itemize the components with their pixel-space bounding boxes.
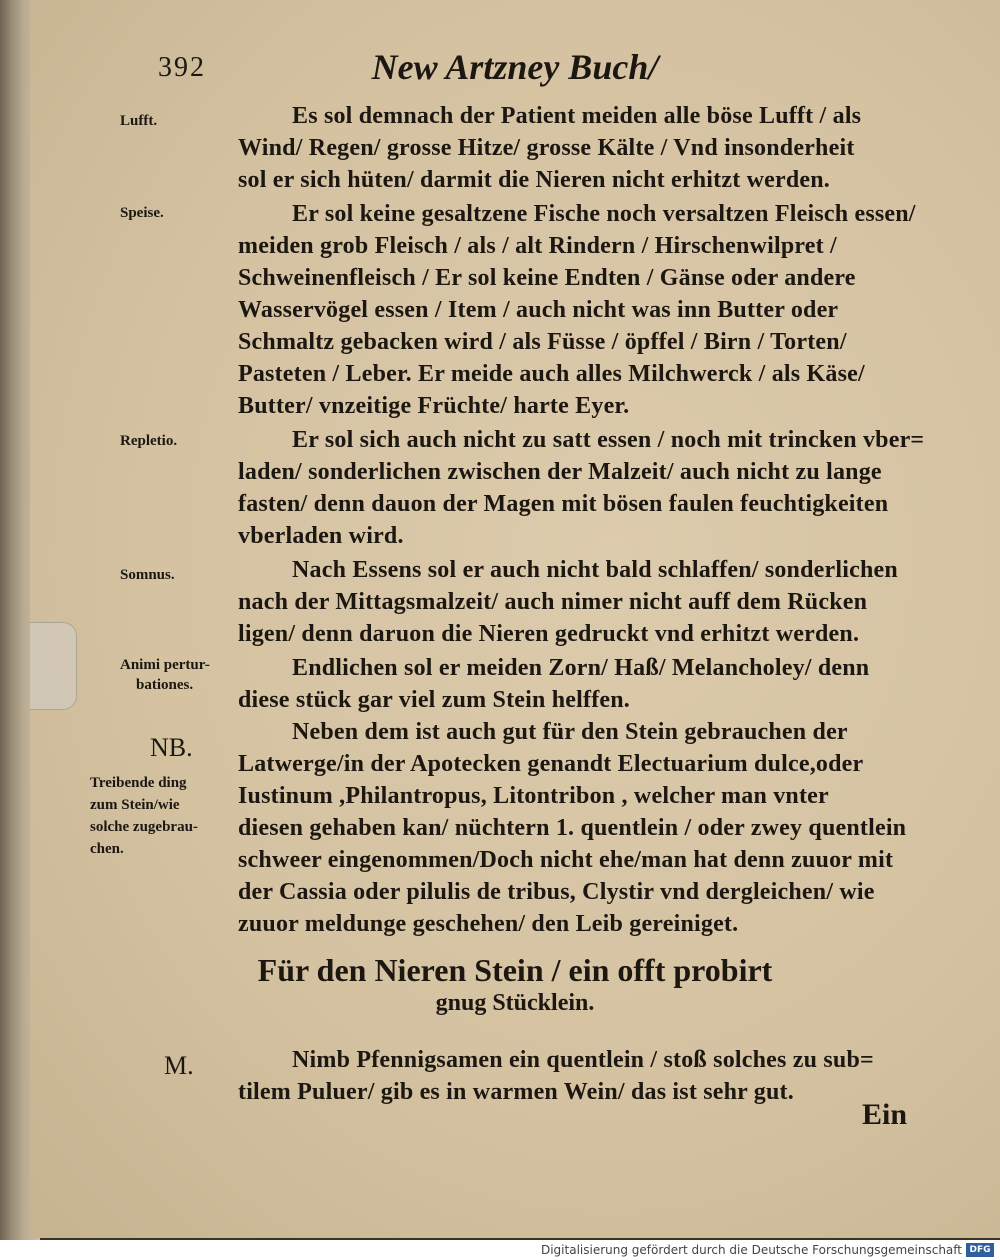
text-line: Wasservögel essen / Item / auch nicht was inn Butter oder xyxy=(238,297,839,323)
text-line: sol er sich hüten/ darmit die Nieren nicht erhitzt werden. xyxy=(238,167,830,193)
page-number: 392 xyxy=(158,52,206,83)
footer-credit: Digitalisierung gefördert durch die Deutsche Forschungsgemeinschaft xyxy=(540,1243,962,1257)
running-title: New Artzney Buch/ xyxy=(371,47,659,87)
footer-bar xyxy=(0,1240,1000,1260)
text-line: Schweinenfleisch / Er sol keine Endten / Gänse oder andere xyxy=(238,265,856,291)
catchword: Ein xyxy=(862,1098,908,1131)
text-line: Endlichen sol er meiden Zorn/ Haß/ Melancholey/ denn xyxy=(292,655,870,681)
text-line: Neben dem ist auch gut für den Stein gebrauchen der xyxy=(292,719,848,745)
margin-note-somnus: Somnus. xyxy=(120,567,175,583)
text-line: zuuor meldunge geschehen/ den Leib gereiniget. xyxy=(238,911,739,937)
recipe-line: Nimb Pfennigsamen ein quentlein / stoß solches zu sub= xyxy=(292,1047,874,1073)
bookmark-tab xyxy=(30,622,77,710)
text-line: laden/ sonderlichen zwischen der Malzeit/ auch nicht zu lange xyxy=(238,459,882,485)
text-line: meiden grob Fleisch / als / alt Rindern / Hirschenwilpret / xyxy=(238,233,837,259)
margin-note-treib-2: zum Stein/wie xyxy=(90,797,180,813)
section-subtitle: gnug Stücklein. xyxy=(435,990,595,1016)
margin-note-speise: Speise. xyxy=(120,205,164,221)
recipe-line: tilem Puluer/ gib es in warmen Wein/ das ist sehr gut. xyxy=(238,1079,794,1105)
margin-note-nb: NB. xyxy=(150,733,193,762)
section-title: Für den Nieren Stein / ein offt probirt xyxy=(257,952,773,988)
text-line: vberladen wird. xyxy=(238,523,404,549)
text-line: Schmaltz gebacken wird / als Füsse / öpffel / Birn / Torten/ xyxy=(238,329,847,355)
margin-note-repletio: Repletio. xyxy=(120,433,178,449)
margin-note-m: M. xyxy=(164,1051,194,1080)
margin-note-lufft: Lufft. xyxy=(120,113,158,129)
text-line: diese stück gar viel zum Stein helffen. xyxy=(238,687,630,713)
text-line: diesen gehaben kan/ nüchtern 1. quentlein / oder zwey quentlein xyxy=(238,815,907,841)
margin-note-animi-1: Animi pertur- xyxy=(120,657,210,673)
text-line: Iustinum ,Philantropus, Litontribon , welcher man vnter xyxy=(238,783,829,809)
text-line: fasten/ denn dauon der Magen mit bösen faulen feuchtigkeiten xyxy=(238,491,889,517)
text-line: Es sol demnach der Patient meiden alle böse Lufft / als xyxy=(292,103,862,129)
text-line: Er sol keine gesaltzene Fische noch versaltzen Fleisch essen/ xyxy=(292,201,916,227)
text-line: Latwerge/in der Apotecken genandt Electuarium dulce,oder xyxy=(238,751,864,777)
text-line: Er sol sich auch nicht zu satt essen / noch mit trincken vber= xyxy=(292,427,925,453)
text-line: schweer eingenommen/Doch nicht ehe/man hat denn zuuor mit xyxy=(238,847,894,873)
text-line: nach der Mittagsmalzeit/ auch nimer nicht auff dem Rücken xyxy=(238,589,868,615)
text-line: Butter/ vnzeitige Früchte/ harte Eyer. xyxy=(238,393,630,419)
margin-note-animi-2: bationes. xyxy=(136,677,194,693)
text-line: Nach Essens sol er auch nicht bald schlaffen/ sonderlichen xyxy=(292,557,898,583)
dfg-logo-icon: DFG xyxy=(966,1243,994,1257)
margin-note-treib-3: solche zugebrau- xyxy=(90,819,198,835)
page xyxy=(30,0,1000,1238)
text-line: Wind/ Regen/ grosse Hitze/ grosse Kälte / Vnd insonderheit xyxy=(238,135,855,161)
text-line: der Cassia oder pilulis de tribus, Clystir vnd dergleichen/ wie xyxy=(238,879,875,905)
text-line: Pasteten / Leber. Er meide auch alles Milchwerck / als Käse/ xyxy=(238,361,865,387)
text-line: ligen/ denn daruon die Nieren gedruckt vnd erhitzt werden. xyxy=(238,621,860,647)
margin-note-treib-4: chen. xyxy=(90,841,124,857)
margin-note-treib-1: Treibende ding xyxy=(90,775,187,791)
